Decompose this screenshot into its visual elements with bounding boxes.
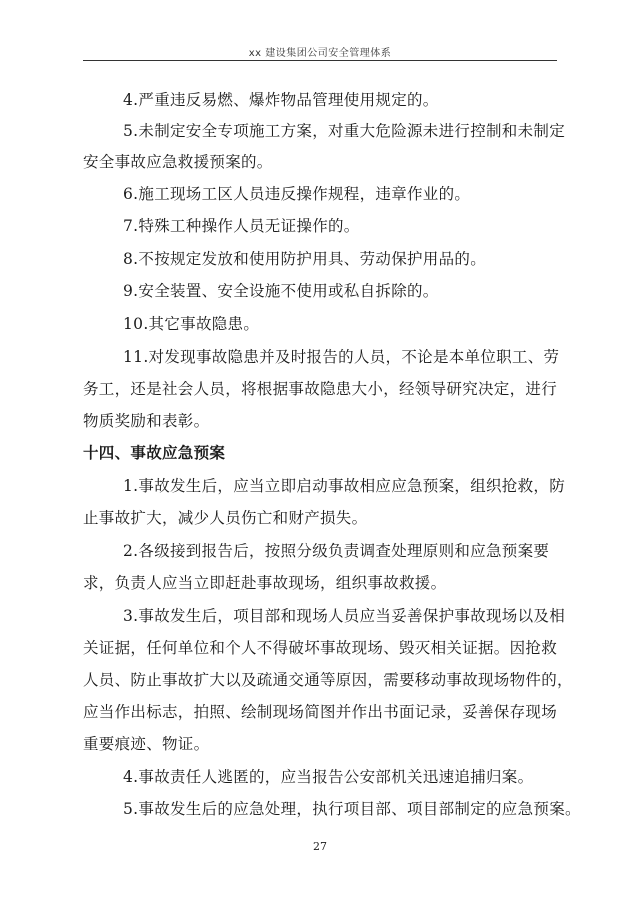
- text-line: 5.事故发生后的应急处理，执行项目部、项目部制定的应急预案。: [123, 800, 581, 818]
- text-line: 4.严重违反易燃、爆炸物品管理使用规定的。: [123, 91, 439, 109]
- page-header: xx 建设集团公司安全管理体系: [248, 48, 392, 59]
- text-line: 1.事故发生后，应当立即启动事故相应应急预案，组织抢救，防: [123, 477, 565, 495]
- text-line: 重要痕迹、物证。: [83, 735, 210, 753]
- text-line: 6.施工现场工区人员违反操作规程，违章作业的。: [123, 185, 471, 203]
- text-line: 求，负责人应当立即赶赴事故现场，组织事故救援。: [83, 574, 447, 592]
- text-line: 安全事故应急救援预案的。: [83, 153, 273, 171]
- text-line: 10.其它事故隐患。: [123, 315, 260, 333]
- text-line: 物质奖励和表彰。: [83, 412, 210, 430]
- page-number: 27: [313, 840, 327, 853]
- text-line: 5.未制定安全专项施工方案，对重大危险源未进行控制和未制定: [123, 122, 565, 140]
- section-heading: 十四、事故应急预案: [83, 444, 226, 462]
- header-divider: [83, 60, 557, 61]
- text-line: 11.对发现事故隐患并及时报告的人员，不论是本单位职工、劳: [123, 348, 560, 366]
- text-line: 务工，还是社会人员，将根据事故隐患大小，经领导研究决定，进行: [83, 380, 558, 398]
- text-line: 9.安全装置、安全设施不使用或私自拆除的。: [123, 282, 439, 300]
- text-line: 人员、防止事故扩大以及疏通交通等原因，需要移动事故现场物件的，: [83, 671, 573, 689]
- text-line: 止事故扩大，减少人员伤亡和财产损失。: [83, 509, 368, 527]
- text-line: 7.特殊工种操作人员无证操作的。: [123, 217, 360, 235]
- text-line: 8.不按规定发放和使用防护用具、劳动保护用品的。: [123, 250, 486, 268]
- text-line: 应当作出标志，拍照、绘制现场简图并作出书面记录，妥善保存现场: [83, 703, 558, 721]
- text-line: 4.事故责任人逃匿的，应当报告公安部机关迅速追捕归案。: [123, 768, 534, 786]
- text-line: 3.事故发生后，项目部和现场人员应当妥善保护事故现场以及相: [123, 607, 565, 625]
- text-line: 2.各级接到报告后，按照分级负责调查处理原则和应急预案要: [123, 542, 550, 560]
- text-line: 关证据，任何单位和个人不得破坏事故现场、毁灭相关证据。因抢救: [83, 639, 558, 657]
